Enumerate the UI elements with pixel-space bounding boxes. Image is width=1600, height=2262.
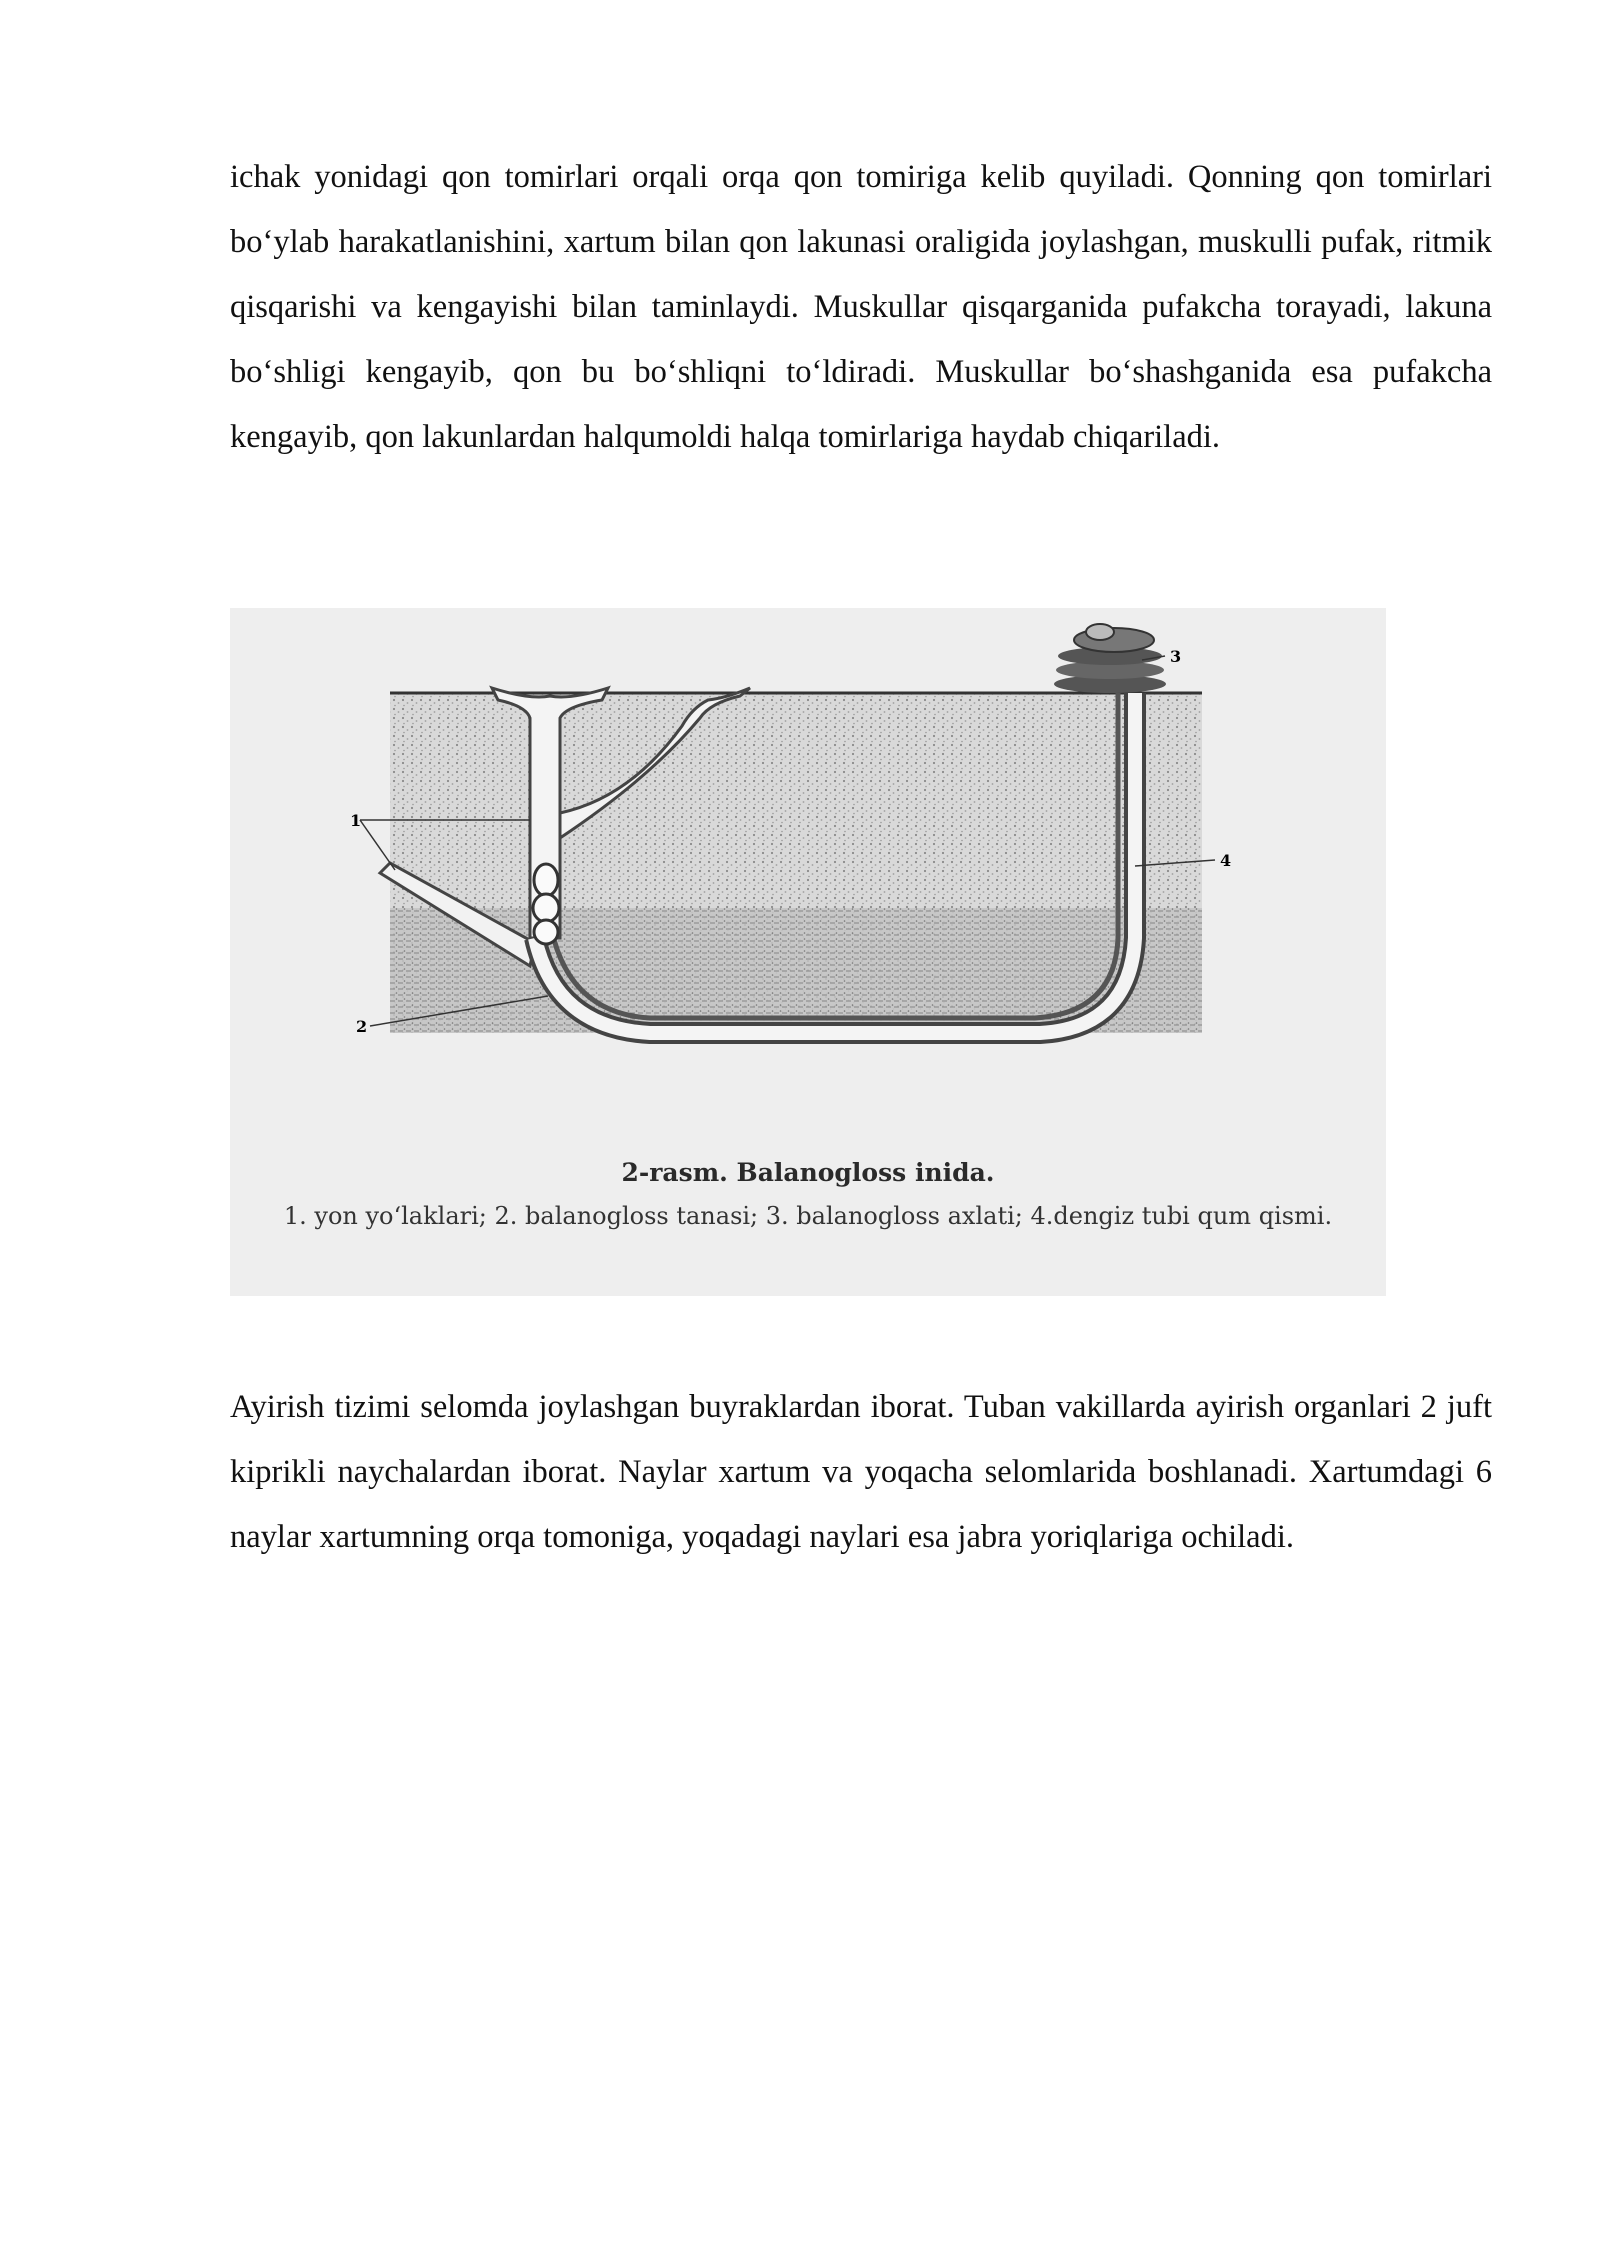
figure-label-2: 2 xyxy=(356,1017,368,1036)
burrow-illustration xyxy=(230,608,1386,1148)
figure-label-1: 1 xyxy=(350,811,362,830)
figure-title: 2-rasm. Balanogloss inida. xyxy=(621,1158,995,1187)
figure-caption: 1. yon yo‘laklari; 2. balanogloss tanasi; 3. balanogloss axlati; 4.dengiz tubi qum qismi. xyxy=(283,1202,1333,1230)
paragraph-blood-circulation: ichak yonidagi qon tomirlari orqali orqa qon tomiriga kelib quyiladi. Qonning qon tomirlari bo‘ylab harakatlanishini, xartum bilan qon lakunasi oraligida joylashgan, muskulli pufak, ritmik qisqarishi va kengayishi bilan taminlaydi. Muskullar qisqarganida pufakcha torayadi, lakuna bo‘shligi kengayib, qon bu bo‘shliqni to‘ldiradi. Muskullar bo‘shashganida esa pufakcha kengayib, qon lakunlardan halqumoldi halqa tomirlariga haydab chiqariladi. xyxy=(230,159,1492,455)
figure-label-3: 3 xyxy=(1170,647,1182,666)
figure-label-4: 4 xyxy=(1220,851,1232,870)
paragraph-excretory-system: Ayirish tizimi selomda joylashgan buyraklardan iborat. Tuban vakillarda ayirish organlari 2 juft kiprikli naychalardan iborat. Naylar xartum va yoqacha selomlarida boshlanadi. Xartumdagi 6 naylar xartumning orqa tomoniga, yoqadagi naylari esa jabra yoriqlariga ochiladi. xyxy=(230,1389,1492,1555)
figure-balanoglossus-burrow xyxy=(230,608,1386,1296)
